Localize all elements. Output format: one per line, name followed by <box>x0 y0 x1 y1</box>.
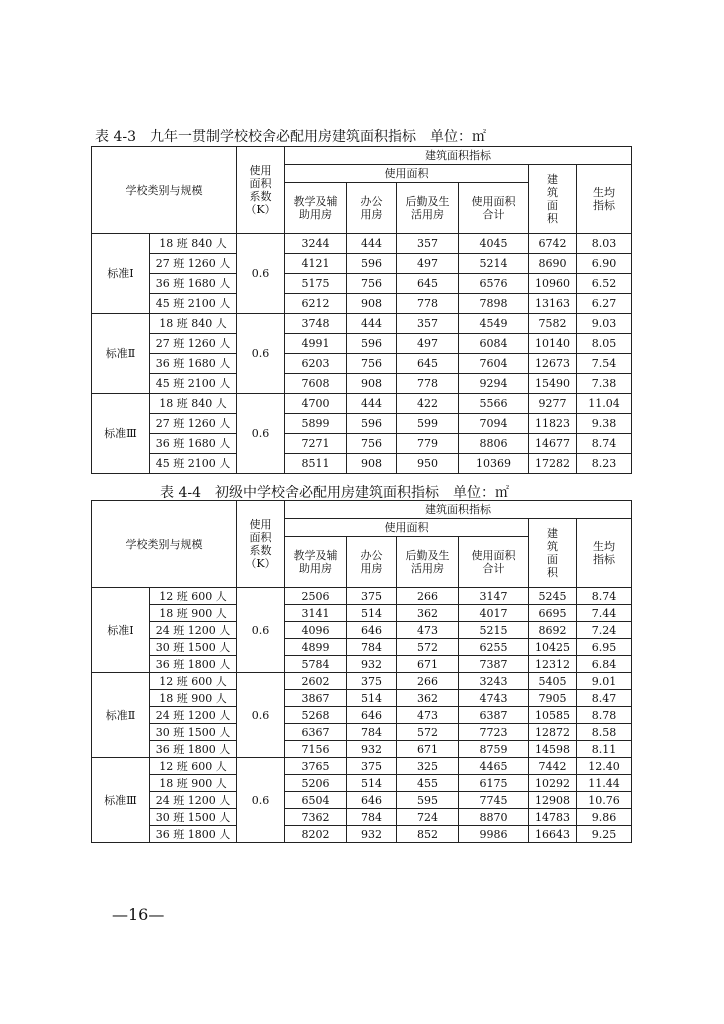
per-cell: 8.05 <box>577 334 632 354</box>
teaching-cell: 7362 <box>285 809 347 826</box>
office-cell: 444 <box>347 234 397 254</box>
office-cell: 756 <box>347 434 397 454</box>
table2-caption: 表 4-4 初级中学校舍必配用房建筑面积指标 单位：㎡ <box>160 485 509 501</box>
header-category: 学校类别与规模 <box>92 147 237 234</box>
scale-cell: 30 班 1500 人 <box>150 639 237 656</box>
per-cell: 8.23 <box>577 454 632 474</box>
teaching-cell: 8511 <box>285 454 347 474</box>
office-cell: 784 <box>347 809 397 826</box>
scale-cell: 36 班 1800 人 <box>150 826 237 843</box>
logistics-cell: 497 <box>397 254 459 274</box>
area-cell: 12312 <box>529 656 577 673</box>
k-value: 0.6 <box>237 234 285 314</box>
logistics-cell: 671 <box>397 656 459 673</box>
table-row <box>92 354 632 374</box>
office-cell: 756 <box>347 354 397 374</box>
logistics-cell: 595 <box>397 792 459 809</box>
total-cell: 8806 <box>459 434 529 454</box>
per-cell: 6.27 <box>577 294 632 314</box>
per-cell: 8.58 <box>577 724 632 741</box>
per-cell: 6.84 <box>577 656 632 673</box>
header-office: 办公用房 <box>347 183 397 234</box>
total-cell: 8759 <box>459 741 529 758</box>
table-row <box>92 254 632 274</box>
teaching-cell: 5268 <box>285 707 347 724</box>
table-row <box>92 314 632 334</box>
teaching-cell: 7608 <box>285 374 347 394</box>
total-cell: 9294 <box>459 374 529 394</box>
scale-cell: 30 班 1500 人 <box>150 724 237 741</box>
logistics-cell: 645 <box>397 354 459 374</box>
logistics-cell: 357 <box>397 314 459 334</box>
teaching-cell: 5899 <box>285 414 347 434</box>
table-row <box>92 588 632 605</box>
teaching-cell: 3141 <box>285 605 347 622</box>
office-cell: 908 <box>347 374 397 394</box>
area-cell: 10425 <box>529 639 577 656</box>
area-cell: 6742 <box>529 234 577 254</box>
office-cell: 514 <box>347 775 397 792</box>
table-4-3 <box>91 146 632 474</box>
table-row <box>92 605 632 622</box>
logistics-cell: 455 <box>397 775 459 792</box>
logistics-cell: 599 <box>397 414 459 434</box>
area-cell: 10960 <box>529 274 577 294</box>
per-cell: 9.03 <box>577 314 632 334</box>
k-value: 0.6 <box>237 394 285 474</box>
teaching-cell: 4899 <box>285 639 347 656</box>
area-cell: 10292 <box>529 775 577 792</box>
per-cell: 8.74 <box>577 434 632 454</box>
scale-cell: 36 班 1800 人 <box>150 741 237 758</box>
logistics-cell: 266 <box>397 673 459 690</box>
scale-cell: 24 班 1200 人 <box>150 792 237 809</box>
table-row <box>92 454 632 474</box>
office-cell: 932 <box>347 741 397 758</box>
total-cell: 6084 <box>459 334 529 354</box>
per-cell: 6.90 <box>577 254 632 274</box>
office-cell: 646 <box>347 622 397 639</box>
total-cell: 7745 <box>459 792 529 809</box>
area-cell: 8690 <box>529 254 577 274</box>
scale-cell: 12 班 600 人 <box>150 588 237 605</box>
teaching-cell: 4096 <box>285 622 347 639</box>
header-use-area: 使用面积 <box>285 165 529 183</box>
header-teaching: 教学及辅助用房 <box>285 537 347 588</box>
area-cell: 12908 <box>529 792 577 809</box>
teaching-cell: 3867 <box>285 690 347 707</box>
table-row <box>92 690 632 707</box>
teaching-cell: 7156 <box>285 741 347 758</box>
teaching-cell: 6212 <box>285 294 347 314</box>
header-teaching: 教学及辅助用房 <box>285 183 347 234</box>
scale-cell: 27 班 1260 人 <box>150 414 237 434</box>
header-k: 使用面积系数（K） <box>237 147 285 234</box>
teaching-cell: 3765 <box>285 758 347 775</box>
header-area-index: 建筑面积指标 <box>285 147 632 165</box>
per-cell: 8.03 <box>577 234 632 254</box>
scale-cell: 12 班 600 人 <box>150 673 237 690</box>
teaching-cell: 3748 <box>285 314 347 334</box>
area-cell: 7905 <box>529 690 577 707</box>
scale-cell: 36 班 1680 人 <box>150 274 237 294</box>
header-category: 学校类别与规模 <box>92 501 237 588</box>
header-per-student: 生均指标 <box>577 165 632 234</box>
office-cell: 646 <box>347 792 397 809</box>
header-logistics: 后勤及生活用房 <box>397 537 459 588</box>
per-cell: 8.78 <box>577 707 632 724</box>
area-cell: 9277 <box>529 394 577 414</box>
teaching-cell: 6504 <box>285 792 347 809</box>
teaching-cell: 4700 <box>285 394 347 414</box>
area-cell: 14598 <box>529 741 577 758</box>
group-name: 标准Ⅲ <box>92 394 150 474</box>
scale-cell: 24 班 1200 人 <box>150 707 237 724</box>
scale-cell: 18 班 900 人 <box>150 775 237 792</box>
scale-cell: 30 班 1500 人 <box>150 809 237 826</box>
k-value: 0.6 <box>237 673 285 758</box>
per-cell: 7.54 <box>577 354 632 374</box>
per-cell: 11.44 <box>577 775 632 792</box>
office-cell: 596 <box>347 254 397 274</box>
per-cell: 7.24 <box>577 622 632 639</box>
total-cell: 8870 <box>459 809 529 826</box>
scale-cell: 27 班 1260 人 <box>150 334 237 354</box>
logistics-cell: 266 <box>397 588 459 605</box>
scale-cell: 36 班 1680 人 <box>150 354 237 374</box>
area-cell: 5245 <box>529 588 577 605</box>
per-cell: 6.95 <box>577 639 632 656</box>
header-logistics: 后勤及生活用房 <box>397 183 459 234</box>
office-cell: 784 <box>347 724 397 741</box>
logistics-cell: 572 <box>397 724 459 741</box>
header-per-student: 生均指标 <box>577 519 632 588</box>
table-row <box>92 394 632 414</box>
total-cell: 7387 <box>459 656 529 673</box>
per-cell: 12.40 <box>577 758 632 775</box>
per-cell: 9.25 <box>577 826 632 843</box>
per-cell: 8.74 <box>577 588 632 605</box>
area-cell: 14783 <box>529 809 577 826</box>
total-cell: 4465 <box>459 758 529 775</box>
per-cell: 8.11 <box>577 741 632 758</box>
total-cell: 7604 <box>459 354 529 374</box>
total-cell: 7723 <box>459 724 529 741</box>
header-office: 办公用房 <box>347 537 397 588</box>
header-use-total: 使用面积合计 <box>459 537 529 588</box>
scale-cell: 18 班 900 人 <box>150 690 237 707</box>
table-row <box>92 434 632 454</box>
scale-cell: 18 班 840 人 <box>150 234 237 254</box>
teaching-cell: 8202 <box>285 826 347 843</box>
table-row <box>92 758 632 775</box>
logistics-cell: 724 <box>397 809 459 826</box>
per-cell: 8.47 <box>577 690 632 707</box>
page-number: —16— <box>112 905 165 924</box>
table-row <box>92 274 632 294</box>
scale-cell: 45 班 2100 人 <box>150 294 237 314</box>
teaching-cell: 5175 <box>285 274 347 294</box>
area-cell: 12673 <box>529 354 577 374</box>
table-row <box>92 294 632 314</box>
header-area-index: 建筑面积指标 <box>285 501 632 519</box>
total-cell: 3147 <box>459 588 529 605</box>
logistics-cell: 645 <box>397 274 459 294</box>
teaching-cell: 2506 <box>285 588 347 605</box>
scale-cell: 36 班 1800 人 <box>150 656 237 673</box>
k-value: 0.6 <box>237 758 285 843</box>
total-cell: 6175 <box>459 775 529 792</box>
office-cell: 514 <box>347 690 397 707</box>
table-row <box>92 622 632 639</box>
per-cell: 6.52 <box>577 274 632 294</box>
teaching-cell: 4121 <box>285 254 347 274</box>
table-row <box>92 741 632 758</box>
area-cell: 7442 <box>529 758 577 775</box>
table-row <box>92 656 632 673</box>
scale-cell: 18 班 900 人 <box>150 605 237 622</box>
total-cell: 4017 <box>459 605 529 622</box>
total-cell: 6576 <box>459 274 529 294</box>
header-use-area: 使用面积 <box>285 519 529 537</box>
total-cell: 3243 <box>459 673 529 690</box>
logistics-cell: 778 <box>397 374 459 394</box>
office-cell: 646 <box>347 707 397 724</box>
total-cell: 4743 <box>459 690 529 707</box>
per-cell: 11.04 <box>577 394 632 414</box>
area-cell: 13163 <box>529 294 577 314</box>
k-value: 0.6 <box>237 314 285 394</box>
area-cell: 8692 <box>529 622 577 639</box>
teaching-cell: 4991 <box>285 334 347 354</box>
total-cell: 9986 <box>459 826 529 843</box>
logistics-cell: 950 <box>397 454 459 474</box>
group-name: 标准Ⅱ <box>92 314 150 394</box>
total-cell: 10369 <box>459 454 529 474</box>
total-cell: 5566 <box>459 394 529 414</box>
area-cell: 5405 <box>529 673 577 690</box>
logistics-cell: 671 <box>397 741 459 758</box>
logistics-cell: 778 <box>397 294 459 314</box>
logistics-cell: 473 <box>397 622 459 639</box>
total-cell: 6387 <box>459 707 529 724</box>
office-cell: 932 <box>347 826 397 843</box>
per-cell: 9.38 <box>577 414 632 434</box>
area-cell: 10585 <box>529 707 577 724</box>
table-row <box>92 673 632 690</box>
k-value: 0.6 <box>237 588 285 673</box>
total-cell: 4549 <box>459 314 529 334</box>
total-cell: 4045 <box>459 234 529 254</box>
per-cell: 7.38 <box>577 374 632 394</box>
total-cell: 6255 <box>459 639 529 656</box>
teaching-cell: 6367 <box>285 724 347 741</box>
scale-cell: 36 班 1680 人 <box>150 434 237 454</box>
area-cell: 6695 <box>529 605 577 622</box>
teaching-cell: 2602 <box>285 673 347 690</box>
logistics-cell: 362 <box>397 605 459 622</box>
header-use-total: 使用面积合计 <box>459 183 529 234</box>
office-cell: 908 <box>347 454 397 474</box>
table-row <box>92 707 632 724</box>
per-cell: 7.44 <box>577 605 632 622</box>
table1-caption: 表 4-3 九年一贯制学校校舍必配用房建筑面积指标 单位：㎡ <box>95 129 486 145</box>
office-cell: 375 <box>347 588 397 605</box>
logistics-cell: 422 <box>397 394 459 414</box>
group-name: 标准Ⅲ <box>92 758 150 843</box>
scale-cell: 18 班 840 人 <box>150 314 237 334</box>
office-cell: 596 <box>347 334 397 354</box>
total-cell: 7898 <box>459 294 529 314</box>
header-building-area: 建筑面积 <box>529 519 577 588</box>
teaching-cell: 5206 <box>285 775 347 792</box>
logistics-cell: 473 <box>397 707 459 724</box>
table-row <box>92 414 632 434</box>
office-cell: 444 <box>347 314 397 334</box>
area-cell: 10140 <box>529 334 577 354</box>
logistics-cell: 362 <box>397 690 459 707</box>
teaching-cell: 3244 <box>285 234 347 254</box>
total-cell: 5215 <box>459 622 529 639</box>
scale-cell: 18 班 840 人 <box>150 394 237 414</box>
office-cell: 932 <box>347 656 397 673</box>
header-building-area: 建筑面积 <box>529 165 577 234</box>
table-row <box>92 639 632 656</box>
table-row <box>92 775 632 792</box>
total-cell: 7094 <box>459 414 529 434</box>
office-cell: 514 <box>347 605 397 622</box>
table-row <box>92 826 632 843</box>
table-row <box>92 374 632 394</box>
group-name: 标准Ⅰ <box>92 588 150 673</box>
per-cell: 9.86 <box>577 809 632 826</box>
teaching-cell: 7271 <box>285 434 347 454</box>
scale-cell: 12 班 600 人 <box>150 758 237 775</box>
scale-cell: 27 班 1260 人 <box>150 254 237 274</box>
area-cell: 12872 <box>529 724 577 741</box>
area-cell: 7582 <box>529 314 577 334</box>
logistics-cell: 572 <box>397 639 459 656</box>
group-name: 标准Ⅱ <box>92 673 150 758</box>
total-cell: 5214 <box>459 254 529 274</box>
per-cell: 9.01 <box>577 673 632 690</box>
office-cell: 596 <box>347 414 397 434</box>
table-row <box>92 334 632 354</box>
logistics-cell: 779 <box>397 434 459 454</box>
area-cell: 16643 <box>529 826 577 843</box>
table-row <box>92 234 632 254</box>
scale-cell: 45 班 2100 人 <box>150 374 237 394</box>
area-cell: 15490 <box>529 374 577 394</box>
office-cell: 375 <box>347 673 397 690</box>
office-cell: 908 <box>347 294 397 314</box>
table-4-4 <box>91 500 632 843</box>
area-cell: 11823 <box>529 414 577 434</box>
area-cell: 14677 <box>529 434 577 454</box>
group-name: 标准Ⅰ <box>92 234 150 314</box>
logistics-cell: 852 <box>397 826 459 843</box>
office-cell: 784 <box>347 639 397 656</box>
logistics-cell: 497 <box>397 334 459 354</box>
office-cell: 375 <box>347 758 397 775</box>
logistics-cell: 325 <box>397 758 459 775</box>
per-cell: 10.76 <box>577 792 632 809</box>
table-row <box>92 724 632 741</box>
header-k: 使用面积系数（K） <box>237 501 285 588</box>
table-row <box>92 792 632 809</box>
area-cell: 17282 <box>529 454 577 474</box>
teaching-cell: 5784 <box>285 656 347 673</box>
logistics-cell: 357 <box>397 234 459 254</box>
office-cell: 444 <box>347 394 397 414</box>
table-row <box>92 809 632 826</box>
teaching-cell: 6203 <box>285 354 347 374</box>
office-cell: 756 <box>347 274 397 294</box>
scale-cell: 24 班 1200 人 <box>150 622 237 639</box>
scale-cell: 45 班 2100 人 <box>150 454 237 474</box>
